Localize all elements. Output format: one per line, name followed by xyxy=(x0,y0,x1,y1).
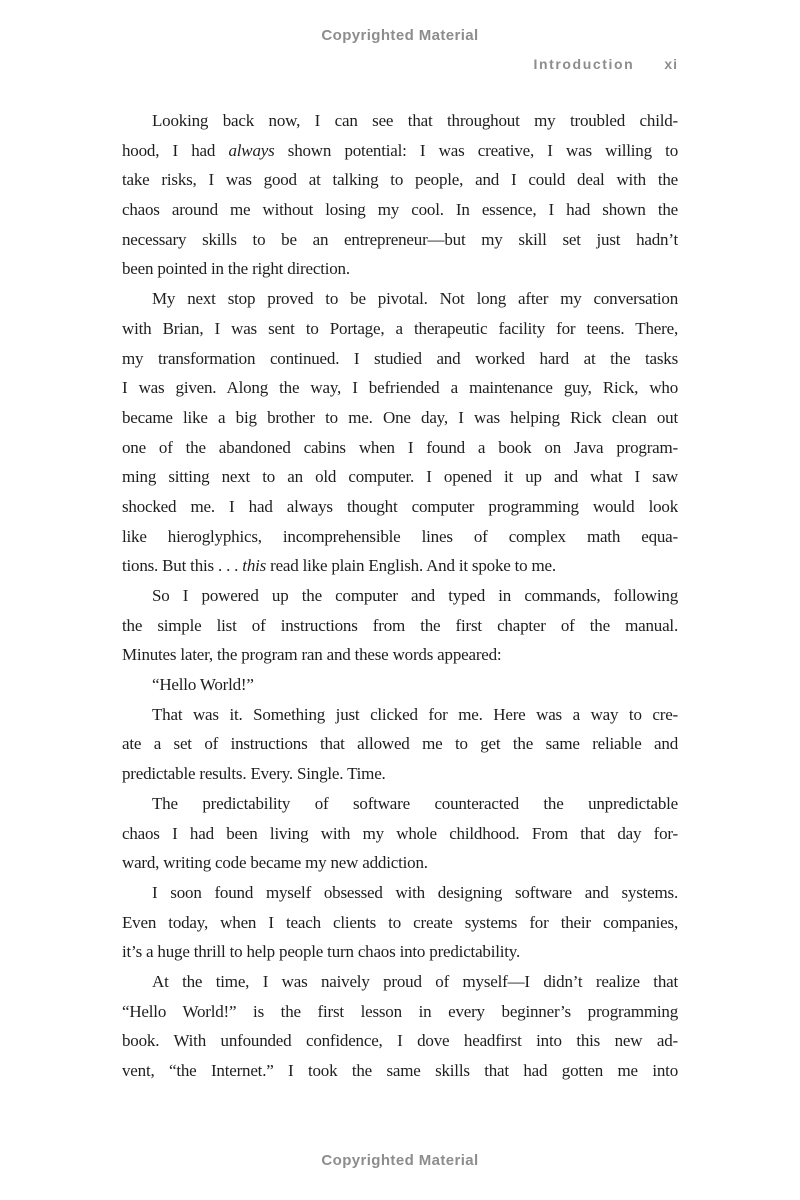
text-line: predictable results. Every. Single. Time. xyxy=(122,764,386,784)
copyright-watermark-top: Copyrighted Material xyxy=(321,27,479,44)
text-line: my transformation continued. I studied and worked hard at the tasks xyxy=(122,348,678,368)
text-line: ward, writing code became my new addiction. xyxy=(122,853,428,873)
text-line: Looking back now, I can see that throughout my troubled child- xyxy=(152,111,678,130)
text-line: I soon found myself obsessed with designing software and systems. xyxy=(152,882,678,902)
text-line: shocked me. I had always thought computer programming would look xyxy=(122,496,678,516)
text-line: with Brian, I was sent to Portage, a therapeutic facility for teens. There, xyxy=(122,318,678,338)
text-line: vent, “the Internet.” I took the same skills that had gotten me into xyxy=(122,1061,678,1080)
running-head xyxy=(533,56,678,72)
text-line: ming sitting next to an old computer. I opened it up and what I saw xyxy=(122,467,678,487)
text-line: became like a big brother to me. One day, I was helping Rick clean out xyxy=(122,407,678,427)
text-line: chaos around me without losing my cool. In essence, I had shown the xyxy=(122,200,678,220)
italic-text: this xyxy=(242,556,267,576)
text-line: tions. But this . . . this read like plain English. And it spoke to me. xyxy=(122,556,556,576)
text-line: book. With unfounded confidence, I dove headfirst into this new ad- xyxy=(122,1031,678,1051)
text-line: like hieroglyphics, incomprehensible lines of complex math equa- xyxy=(122,526,678,546)
text-line: take risks, I was good at talking to people, and I could deal with the xyxy=(122,170,678,190)
copyright-watermark-bottom: Copyrighted Material xyxy=(321,1152,479,1169)
text-line: Even today, when I teach clients to create systems for their companies, xyxy=(122,912,678,932)
text-line: That was it. Something just clicked for me. Here was a way to cre- xyxy=(152,704,678,724)
page-number: xi xyxy=(664,56,678,72)
text-line: ate a set of instructions that allowed me to get the same reliable and xyxy=(122,734,678,754)
text-line: been pointed in the right direction. xyxy=(122,259,350,279)
text-line: one of the abandoned cabins when I found a book on Java program- xyxy=(122,437,678,457)
text-line: I was given. Along the way, I befriended a maintenance guy, Rick, who xyxy=(122,378,678,398)
text-line: hood, I had always shown potential: I was creative, I was willing to xyxy=(122,140,678,160)
chapter-title: Introduction xyxy=(533,56,635,72)
text-line: “Hello World!” xyxy=(152,675,254,695)
text-line: Minutes later, the program ran and these words appeared: xyxy=(122,645,502,665)
text-line: The predictability of software counteracted the unpredictable xyxy=(152,793,678,813)
body-text xyxy=(122,106,678,1086)
text-line: At the time, I was naively proud of myself—I didn’t realize that xyxy=(152,971,678,991)
text-line: “Hello World!” is the first lesson in every beginner’s programming xyxy=(122,1001,678,1021)
text-line: the simple list of instructions from the first chapter of the manual. xyxy=(122,615,678,635)
text-line: chaos I had been living with my whole childhood. From that day for- xyxy=(122,823,678,843)
text-line: My next stop proved to be pivotal. Not long after my conversation xyxy=(152,289,678,309)
text-line: necessary skills to be an entrepreneur—but my skill set just hadn’t xyxy=(122,229,678,249)
text-line: it’s a huge thrill to help people turn chaos into predictability. xyxy=(122,942,521,962)
text-line: So I powered up the computer and typed in commands, following xyxy=(152,586,678,605)
italic-text: always xyxy=(228,140,275,160)
